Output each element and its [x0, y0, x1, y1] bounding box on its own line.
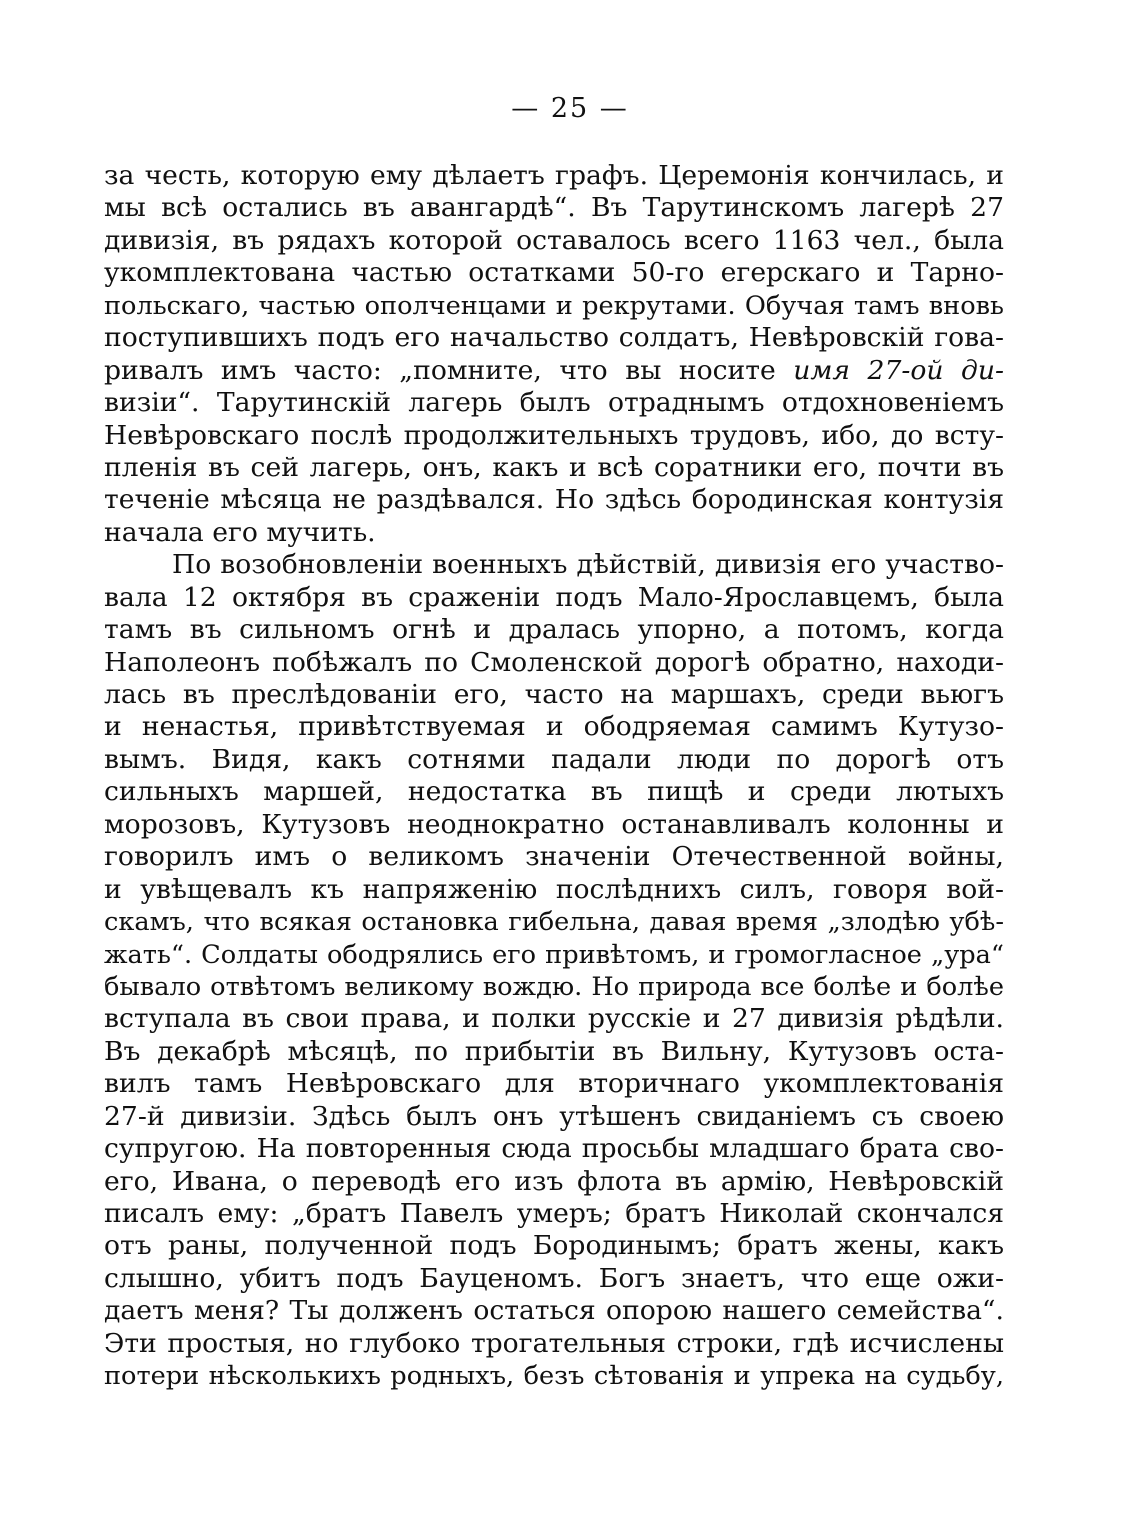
- text-line: бывало отвѣтомъ великому вождю. Но природа все болѣе и болѣе: [104, 971, 1004, 1002]
- text-line: говорилъ имъ о великомъ значеніи Отечественной войны,: [104, 841, 1004, 873]
- text-line: Эти простыя, но глубоко трогательныя строки, гдѣ исчислены: [104, 1327, 1004, 1359]
- text-line: польскаго, частью ополченцами и рекрутами. Обучая тамъ вновь: [104, 290, 1004, 321]
- text-line: 27-й дивизіи. Здѣсь былъ онъ утѣшенъ свиданіемъ съ своею: [104, 1100, 1004, 1132]
- text-line: слышно, убитъ подъ Бауценомъ. Богъ знаетъ, что еще ожи-: [104, 1262, 1004, 1294]
- text-line: скамъ, что всякая остановка гибельна, давая время „злодѣю убѣ-: [104, 907, 1004, 938]
- text-line: супругою. На повторенныя сюда просьбы младшаго брата сво-: [104, 1133, 1004, 1165]
- text-line: даетъ меня? Ты долженъ остаться опорою нашего семейства“.: [104, 1295, 1004, 1327]
- text-line: вала 12 октября въ сраженіи подъ Мало-Ярославцемъ, была: [104, 581, 1004, 613]
- page-number: — 25 —: [511, 93, 629, 124]
- text-line: мы всѣ остались въ авангардѣ“. Въ Тарутинскомъ лагерѣ 27: [104, 192, 1004, 224]
- text-line: Въ декабрѣ мѣсяцѣ, по прибытіи въ Вильну, Кутузовъ оста-: [104, 1035, 1004, 1067]
- paragraph: [104, 549, 1004, 1392]
- text-line: за честь, которую ему дѣлаетъ графъ. Церемонія кончилась, и: [104, 160, 1004, 191]
- italic-text: имя 27-ой ди-: [793, 354, 1004, 386]
- text-line: дивизія, въ рядахъ которой оставалось всего 1163 чел., была: [104, 224, 1004, 256]
- text-line: сильныхъ маршей, недостатка въ пищѣ и среди лютыхъ: [104, 776, 1004, 808]
- text-line: его, Ивана, о переводѣ его изъ флота въ армію, Невѣровскій: [104, 1165, 1004, 1197]
- text-line: вступала въ свои права, и полки русскіе и 27 дивизія рѣдѣли.: [104, 1003, 1004, 1035]
- text-line: морозовъ, Кутузовъ неоднократно останавливалъ колонны и: [104, 808, 1004, 840]
- text-line: писалъ ему: „братъ Павелъ умеръ; братъ Николай скончался: [104, 1198, 1004, 1229]
- text-line: укомплектована частью остатками 50-го егерскаго и Тарно-: [104, 257, 1004, 289]
- text-line: лась въ преслѣдованіи его, часто на маршахъ, среди вьюгъ: [104, 679, 1004, 710]
- body-text: [104, 160, 1004, 1393]
- text-line: визіи“. Тарутинскій лагерь былъ отраднымъ отдохновеніемъ: [104, 387, 1004, 419]
- text-line: вилъ тамъ Невѣровскаго для вторичнаго укомплектованія: [104, 1068, 1004, 1100]
- text-line: жать“. Солдаты ободрялись его привѣтомъ, и громогласное „ура“: [104, 939, 1004, 970]
- paragraph: [104, 160, 1004, 549]
- text-line-start: ривалъ имъ часто: „помните, что вы носите: [104, 354, 794, 386]
- text-line: и ненастья, привѣтствуемая и ободряемая самимъ Кутузо-: [104, 711, 1004, 743]
- text-line: и увѣщевалъ къ напряженію послѣднихъ силъ, говоря вой-: [104, 873, 1004, 905]
- text-line: По возобновленіи военныхъ дѣйствій, дивизія его участво-: [172, 549, 1004, 581]
- text-line: поступившихъ подъ его начальство солдатъ, Невѣровскій гова-: [104, 322, 1004, 354]
- text-line: начала его мучить.: [104, 516, 376, 548]
- text-line: [104, 355, 1004, 387]
- text-line: теченіе мѣсяца не раздѣвался. Но здѣсь бородинская контузія: [104, 484, 1004, 516]
- text-line: Невѣровскаго послѣ продолжительныхъ трудовъ, ибо, до всту-: [104, 419, 1004, 451]
- text-line: потери нѣсколькихъ родныхъ, безъ сѣтованія и упрека на судьбу,: [104, 1361, 1004, 1392]
- text-line: отъ раны, полученной подъ Бородинымъ; братъ жены, какъ: [104, 1230, 1004, 1262]
- text-line: пленія въ сей лагерь, онъ, какъ и всѣ соратники его, почти въ: [104, 451, 1004, 483]
- text-line: вымъ. Видя, какъ сотнями падали люди по дорогѣ отъ: [104, 743, 1004, 775]
- text-line: тамъ въ сильномъ огнѣ и дралась упорно, а потомъ, когда: [104, 614, 1004, 646]
- text-line: Наполеонъ побѣжалъ по Смоленской дорогѣ обратно, находи-: [104, 646, 1004, 678]
